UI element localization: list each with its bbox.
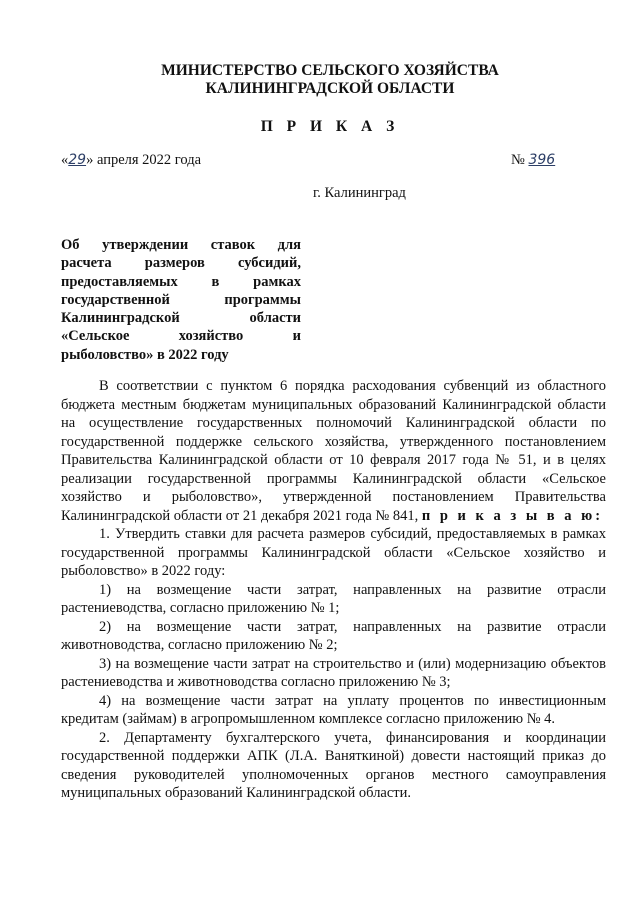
document-city: г. Калининград: [313, 185, 406, 201]
document-subject: [61, 236, 301, 364]
subject-line: расчета размеров субсидий,: [61, 255, 301, 272]
date-quote-open: «: [61, 152, 69, 168]
item-1-2-paragraph: 2) на возмещение части затрат, направленных на развитие отрасли животноводства, согласно приложению № 2;: [61, 618, 606, 653]
organization-line-1: МИНИСТЕРСТВО СЕЛЬСКОГО ХОЗЯЙСТВА: [161, 62, 499, 79]
preamble-text: В соответствии с пунктом 6 порядка расходования субвенций из областного бюджета местным бюджетам муниципальных образований Калининградской области на осуществление государственных полномочий Калининградской области по государственной поддержке сельского хозяйства, утвержденного постановлением Правительства Калининградской области от 10 февраля 2017 года № 51, и в целях реализации государственной программы Калининградской области «Сельское хозяйство и рыболовство», утвержденной постановлением Правительства Калининградской области от 21 декабря 2021 года № 841,: [61, 378, 606, 524]
item-1-paragraph: 1. Утвердить ставки для расчета размеров субсидий, предоставляемых в рамках государственной программы Калининградской области «Сельское хозяйство и рыболовство» в 2022 году:: [61, 526, 606, 579]
subject-line: Калининградской области: [61, 310, 301, 327]
subject-line: предоставляемых в рамках: [61, 273, 301, 290]
document-body: [61, 377, 606, 803]
organization-line-2: КАЛИНИНГРАДСКОЙ ОБЛАСТИ: [205, 80, 455, 97]
item-1-3-paragraph: 3) на возмещение части затрат на строительство и (или) модернизацию объектов растениеводства и животноводства согласно приложению № 3;: [61, 655, 606, 690]
organization-name: [60, 62, 600, 98]
number-prefix: №: [511, 152, 525, 168]
document-type-title: П Р И К А З: [260, 118, 400, 135]
item-2-paragraph: 2. Департаменту бухгалтерского учета, финансирования и координации государственной поддержки АПК (Л.А. Ваняткиной) довести настоящий приказ до сведения руководителей уполномоченных органов местного самоуправления муниципальных образований Калининградской области.: [61, 729, 606, 801]
date-rest: » апреля 2022 года: [86, 152, 202, 168]
document-date: [61, 152, 201, 169]
item-1-4-paragraph: 4) на возмещение части затрат на уплату процентов по инвестиционным кредитам (займам) в агропромышленном комплексе согласно приложению № 4.: [61, 692, 606, 727]
preamble-paragraph: [61, 377, 606, 525]
subject-line: государственной программы: [61, 291, 301, 308]
document-number: [511, 152, 555, 169]
item-1-1-paragraph: 1) на возмещение части затрат, направленных на развитие отрасли растениеводства, согласно приложению № 1;: [61, 581, 606, 616]
order-word: п р и к а з ы в а ю:: [421, 507, 604, 524]
date-day-handwritten: 29: [68, 152, 87, 168]
subject-line: «Сельское хозяйство и: [61, 328, 301, 345]
subject-line: Об утверждении ставок для: [61, 237, 301, 253]
number-value-handwritten: 396: [528, 152, 556, 168]
subject-line: рыболовство» в 2022 году: [61, 346, 229, 363]
